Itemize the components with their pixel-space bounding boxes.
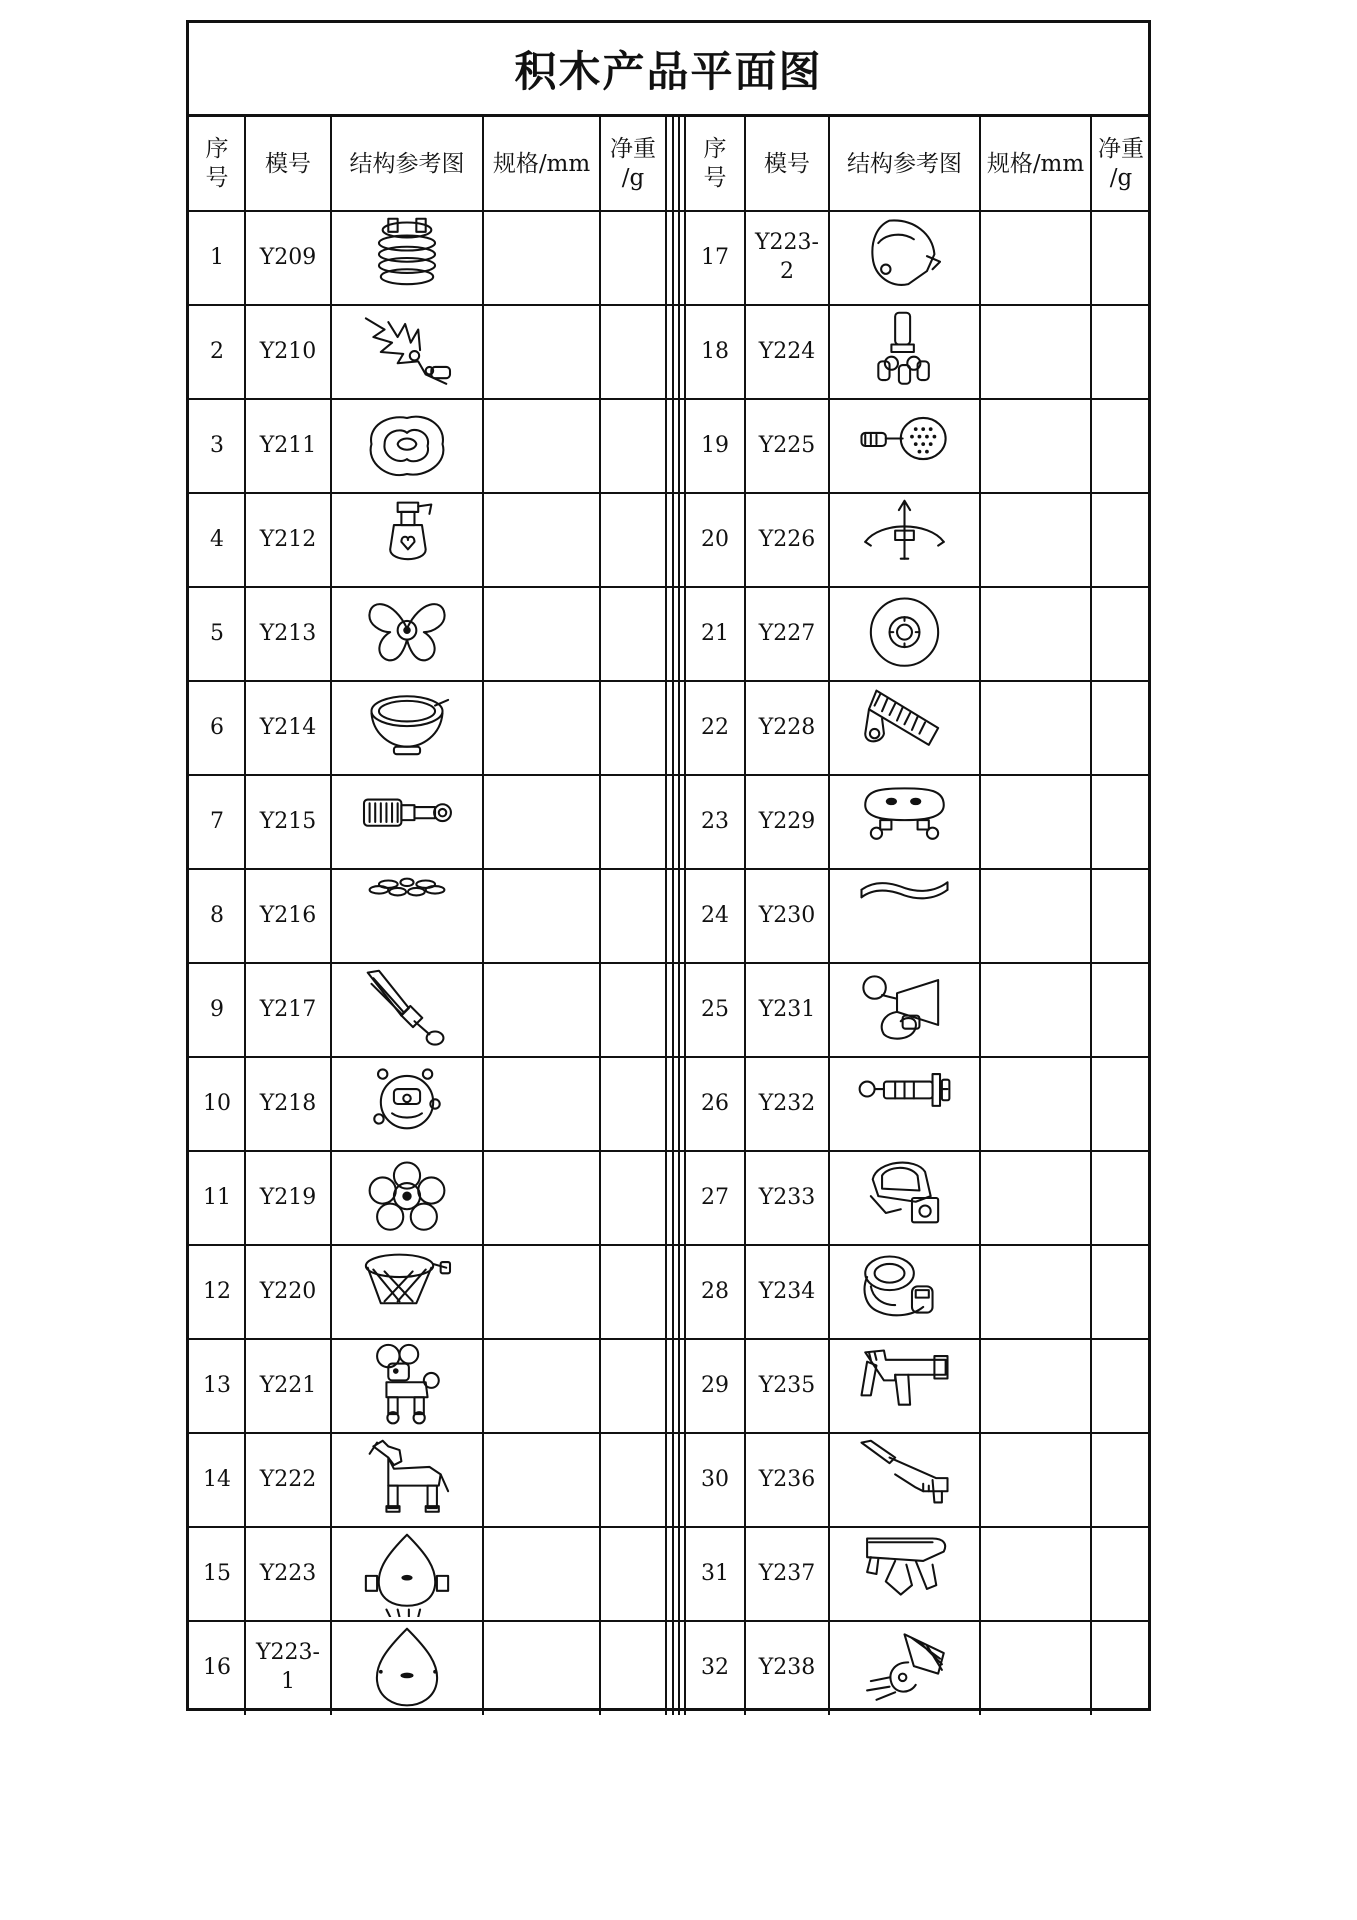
row-spec-cell[interactable] [980,399,1091,493]
model-part: 2 [780,259,794,284]
row-index: 11 [203,1184,231,1210]
row-index: 26 [701,1090,729,1116]
row-spec-cell[interactable] [483,775,600,869]
round-plate-icon [833,591,976,677]
row-index: 20 [701,526,729,552]
tennis-racket-icon [833,403,976,489]
row-weight-cell[interactable] [1091,681,1151,775]
model-part: 1 [281,1669,295,1694]
row-model: Y228 [758,714,816,740]
row-model: Y209 [259,244,317,270]
swim-flipper-icon [833,1625,976,1711]
row-model: Y210 [259,338,317,364]
row-weight-cell[interactable] [600,1621,666,1715]
row-spec-cell[interactable] [483,1527,600,1621]
row-model: Y229 [758,808,816,834]
row-weight-cell[interactable] [1091,1057,1151,1151]
row-model: Y236 [758,1466,816,1492]
title-row [189,23,1148,117]
row-index: 15 [203,1560,231,1586]
row-model: Y219 [259,1184,317,1210]
diving-mask-icon [833,1249,976,1335]
header-model-left: 模号 [265,150,311,177]
row-weight-cell[interactable] [600,681,666,775]
header-char: 序 [703,136,727,163]
header-weight-main: 净重 [1098,136,1144,163]
leaf-branch-icon [335,309,479,395]
hair-brush-icon [335,779,479,865]
keytar-icon [833,685,976,771]
row-spec-cell[interactable] [980,1151,1091,1245]
row-spec-cell[interactable] [980,869,1091,963]
row-spec-cell[interactable] [483,1339,600,1433]
row-model: Y233 [758,1184,816,1210]
row-model: Y223 [259,1560,317,1586]
row-index: 24 [701,902,729,928]
header-char: 号 [205,165,229,191]
row-model: Y231 [758,996,816,1022]
row-model: Y232 [758,1090,816,1116]
row-index: 29 [701,1372,729,1398]
row-model: Y235 [758,1372,816,1398]
row-index: 16 [203,1654,231,1680]
row-spec-cell[interactable] [980,775,1091,869]
row-model: Y226 [758,526,816,552]
column-divider [678,117,680,1715]
row-weight-cell[interactable] [600,305,666,399]
header-index-right [685,117,745,211]
row-index: 7 [210,808,224,834]
header-weight-main: 净重 [610,136,656,163]
row-spec-cell[interactable] [483,1151,600,1245]
curved-strip-icon [833,873,976,959]
row-model: Y211 [259,432,317,458]
helmet-icon [833,1155,976,1241]
header-spec-left: 规格/mm [492,150,591,177]
row-index: 2 [210,338,224,364]
column-divider [672,117,674,1715]
egg-creature-icon [335,1531,479,1617]
row-weight-cell[interactable] [1091,1527,1151,1621]
product-sheet [186,20,1151,1711]
rifle-icon [833,1437,976,1523]
pistol-icon [833,1343,976,1429]
row-index: 8 [210,902,224,928]
header-structure-left: 结构参考图 [349,150,465,177]
row-spec-cell[interactable] [980,1245,1091,1339]
knife-icon [335,967,479,1053]
coil-spring-icon [335,215,479,301]
row-spec-cell[interactable] [483,493,600,587]
rattle-toy-icon [335,1061,479,1147]
egg-shell-icon [335,1625,479,1711]
basketball-hoop-icon [335,1249,479,1335]
row-index: 25 [701,996,729,1022]
row-spec-cell[interactable] [483,305,600,399]
row-weight-cell[interactable] [600,775,666,869]
row-spec-cell[interactable] [483,1433,600,1527]
header-model-right: 模号 [764,150,810,177]
row-weight-cell[interactable] [1091,211,1151,305]
scooter-stand-icon [833,309,976,395]
row-spec-cell[interactable] [483,399,600,493]
row-spec-cell[interactable] [980,305,1091,399]
row-weight-cell[interactable] [600,963,666,1057]
row-weight-cell[interactable] [1091,963,1151,1057]
row-spec-cell[interactable] [980,963,1091,1057]
row-weight-cell[interactable] [600,1245,666,1339]
row-weight-cell[interactable] [1091,1245,1151,1339]
header-weight-unit: /g [621,165,645,191]
row-index: 17 [701,244,729,270]
row-model [745,211,829,305]
skateboard-icon [833,779,976,865]
row-model: Y220 [259,1278,317,1304]
model-part: Y223- [256,1640,320,1666]
model-part: Y223- [755,230,819,256]
butterfly-icon [335,591,479,677]
row-weight-cell[interactable] [1091,1339,1151,1433]
row-index: 27 [701,1184,729,1210]
row-index: 9 [210,996,224,1022]
row-index: 22 [701,714,729,740]
poodle-dog-icon [335,1343,479,1429]
row-index: 18 [701,338,729,364]
header-spec-right: 规格/mm [986,150,1085,177]
row-spec-cell[interactable] [483,963,600,1057]
row-index: 12 [203,1278,231,1304]
header-weight-left [600,117,666,211]
row-weight-cell[interactable] [600,399,666,493]
row-weight-cell[interactable] [600,493,666,587]
row-spec-cell[interactable] [980,587,1091,681]
header-index-left [189,117,245,211]
row-spec-cell[interactable] [483,869,600,963]
row-index: 6 [210,714,224,740]
header-char: 序 [205,136,229,163]
row-index: 19 [701,432,729,458]
row-weight-cell[interactable] [600,1433,666,1527]
blaster-gun-icon [833,1531,976,1617]
row-weight-cell[interactable] [600,1339,666,1433]
row-spec-cell[interactable] [980,1621,1091,1715]
row-spec-cell[interactable] [980,1433,1091,1527]
header-structure-right: 结构参考图 [847,150,962,177]
row-model [245,1621,331,1715]
row-weight-cell[interactable] [600,1527,666,1621]
row-spec-cell[interactable] [980,1339,1091,1433]
row-model: Y218 [259,1090,317,1116]
row-model: Y217 [259,996,317,1022]
bow-arrow-icon [833,497,976,583]
row-weight-cell[interactable] [1091,399,1151,493]
header-weight-unit: /g [1109,165,1133,191]
row-index: 13 [203,1372,231,1398]
row-weight-cell[interactable] [600,869,666,963]
row-index: 30 [701,1466,729,1492]
row-weight-cell[interactable] [600,587,666,681]
row-weight-cell[interactable] [1091,493,1151,587]
row-model: Y222 [259,1466,317,1492]
row-spec-cell[interactable] [483,681,600,775]
snowflake-icon [335,873,479,959]
row-weight-cell[interactable] [1091,869,1151,963]
row-model: Y221 [259,1372,317,1398]
spray-bottle-icon [335,497,479,583]
row-spec-cell[interactable] [980,1527,1091,1621]
header-char: 号 [703,165,727,191]
row-model: Y213 [259,620,317,646]
row-index: 14 [203,1466,231,1492]
row-model: Y214 [259,714,317,740]
row-model: Y227 [758,620,816,646]
row-index: 32 [701,1654,729,1680]
row-index: 3 [210,432,224,458]
row-index: 31 [701,1560,729,1586]
row-model: Y216 [259,902,317,928]
flower-icon [335,1155,479,1241]
egg-shell-half-icon [833,215,976,301]
header-weight-right [1091,117,1151,211]
trumpet-horn-icon [833,967,976,1053]
row-spec-cell[interactable] [483,1245,600,1339]
row-model: Y215 [259,808,317,834]
row-weight-cell[interactable] [1091,1433,1151,1527]
row-model: Y238 [758,1654,816,1680]
row-model: Y230 [758,902,816,928]
row-model: Y224 [758,338,816,364]
row-spec-cell[interactable] [980,211,1091,305]
row-model: Y212 [259,526,317,552]
horse-icon [335,1437,479,1523]
rose-flower-icon [335,403,479,489]
row-model: Y225 [758,432,816,458]
row-index: 5 [210,620,224,646]
row-index: 4 [210,526,224,552]
row-spec-cell[interactable] [483,1621,600,1715]
row-weight-cell[interactable] [1091,775,1151,869]
row-model: Y237 [758,1560,816,1586]
row-weight-cell[interactable] [1091,1621,1151,1715]
row-spec-cell[interactable] [980,1057,1091,1151]
row-weight-cell[interactable] [1091,305,1151,399]
row-spec-cell[interactable] [483,587,600,681]
row-index: 10 [203,1090,231,1116]
bowl-icon [335,685,479,771]
row-index: 21 [701,620,729,646]
row-index: 28 [701,1278,729,1304]
row-spec-cell[interactable] [980,681,1091,775]
row-spec-cell[interactable] [483,211,600,305]
syringe-icon [833,1061,976,1147]
row-weight-cell[interactable] [600,1057,666,1151]
row-weight-cell[interactable] [600,1151,666,1245]
row-index: 23 [701,808,729,834]
row-spec-cell[interactable] [483,1057,600,1151]
row-index: 1 [210,244,224,270]
row-model: Y234 [758,1278,816,1304]
document-title: 积木产品平面图 [514,46,823,96]
row-weight-cell[interactable] [1091,587,1151,681]
row-spec-cell[interactable] [980,493,1091,587]
row-weight-cell[interactable] [600,211,666,305]
row-weight-cell[interactable] [1091,1151,1151,1245]
